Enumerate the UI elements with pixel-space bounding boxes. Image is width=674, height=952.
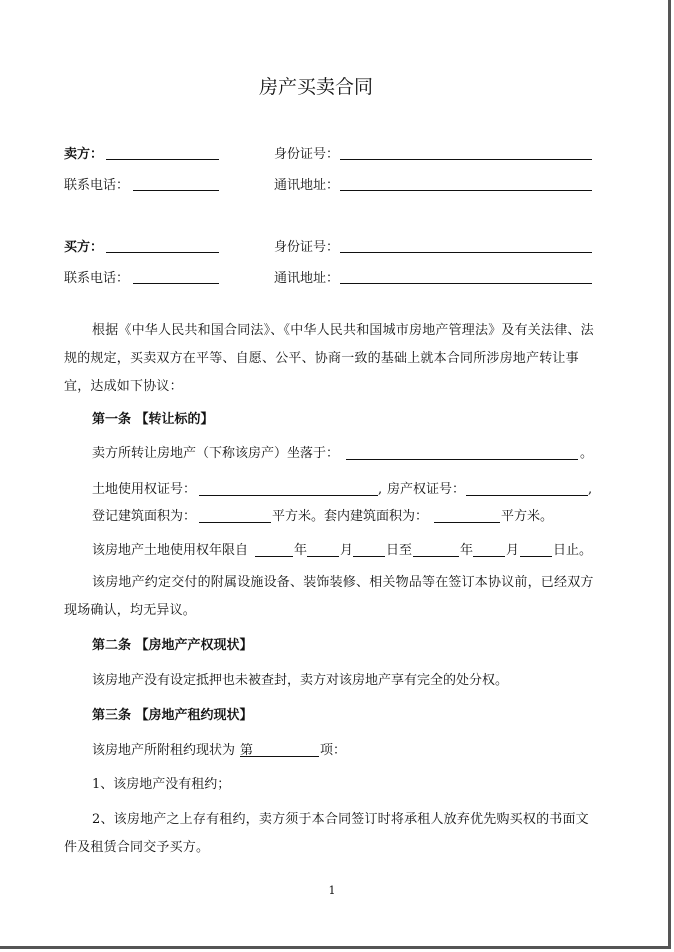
- seller-address-label: 通讯地址：: [274, 178, 340, 193]
- article2-heading: 第二条 【房地产产权现状】: [92, 638, 253, 653]
- term-start-year-blank[interactable]: [255, 556, 293, 557]
- term-month2: 月: [506, 543, 520, 558]
- buyer-phone-label: 联系电话：: [64, 271, 130, 286]
- facilities-paragraph: 该房地产约定交付的附属设施设备、装饰装修、相关物品等在签订本协议前，已经双方现场确认，均无异议。: [64, 575, 594, 618]
- term-day1: 日至: [386, 543, 413, 558]
- seller-name-blank[interactable]: [106, 159, 219, 160]
- area-label: 登记建筑面积为：: [92, 509, 197, 524]
- lease-status-label: 该房地产所附租约现状为: [92, 743, 236, 758]
- seller-phone-blank[interactable]: [133, 190, 219, 191]
- property-cert-comma: ,: [588, 482, 593, 497]
- lease-option-blank[interactable]: [240, 756, 319, 757]
- seller-address-blank[interactable]: [340, 190, 592, 191]
- term-day2: 日止。: [553, 543, 593, 558]
- seller-id-label: 身份证号：: [274, 147, 340, 162]
- property-cert-blank[interactable]: [466, 495, 588, 496]
- seller-id-blank[interactable]: [340, 159, 592, 160]
- buyer-name-blank[interactable]: [106, 252, 219, 253]
- registered-area-blank[interactable]: [199, 522, 271, 523]
- term-month1: 月: [340, 543, 354, 558]
- buyer-address-label: 通讯地址：: [274, 271, 340, 286]
- article3-heading: 第三条 【房地产租约现状】: [92, 708, 253, 723]
- location-period: 。: [580, 446, 594, 461]
- inner-area-blank[interactable]: [434, 522, 500, 523]
- buyer-label: 买方：: [64, 240, 104, 255]
- article2-text: 该房地产没有设定抵押也未被查封，卖方对该房地产享有完全的处分权。: [92, 673, 509, 688]
- term-start-day-blank[interactable]: [353, 556, 385, 557]
- lease-di: 第: [240, 743, 254, 758]
- lease-suffix: 项：: [320, 743, 347, 758]
- document-title: 房产买卖合同: [258, 76, 373, 98]
- term-year2: 年: [460, 543, 474, 558]
- term-end-month-blank[interactable]: [473, 556, 505, 557]
- area-unit-label: 平方米。套内建筑面积为：: [272, 509, 429, 524]
- buyer-phone-blank[interactable]: [133, 283, 219, 284]
- page-number: 1: [328, 884, 336, 897]
- article1-heading: 第一条 【转让标的】: [92, 412, 214, 427]
- property-location-blank[interactable]: [346, 459, 578, 460]
- seller-label: 卖方：: [64, 147, 104, 162]
- seller-phone-label: 联系电话：: [64, 178, 130, 193]
- intro-paragraph: 根据《中华人民共和国合同法》、《中华人民共和国城市房地产管理法》及有关法律、法规的规定，买卖双方在平等、自愿、公平、协商一致的基础上就本合同所涉房地产转让事宜，达成如下协议：: [64, 323, 594, 394]
- lease-option-1: 1、该房地产没有租约；: [92, 777, 231, 792]
- buyer-id-blank[interactable]: [340, 252, 592, 253]
- term-end-year-blank[interactable]: [413, 556, 459, 557]
- buyer-id-label: 身份证号：: [274, 240, 340, 255]
- article1-location-label: 卖方所转让房地产（下称该房产）坐落于：: [92, 446, 340, 461]
- land-cert-blank[interactable]: [199, 495, 378, 496]
- term-end-day-blank[interactable]: [520, 556, 552, 557]
- term-start-month-blank[interactable]: [307, 556, 339, 557]
- area-unit-end: 平方米。: [501, 509, 554, 524]
- lease-option-2: 2、该房地产之上存有租约，卖方须于本合同签订时将承租人放弃优先购买权的书面文件及租赁合同交予买方。: [64, 812, 589, 855]
- land-term-label: 该房地产土地使用权年限自: [92, 543, 249, 558]
- land-cert-comma: ,: [378, 482, 383, 497]
- buyer-address-blank[interactable]: [340, 283, 592, 284]
- property-cert-label: 房产权证号：: [387, 482, 466, 497]
- term-year1: 年: [294, 543, 308, 558]
- land-cert-label: 土地使用权证号：: [92, 482, 197, 497]
